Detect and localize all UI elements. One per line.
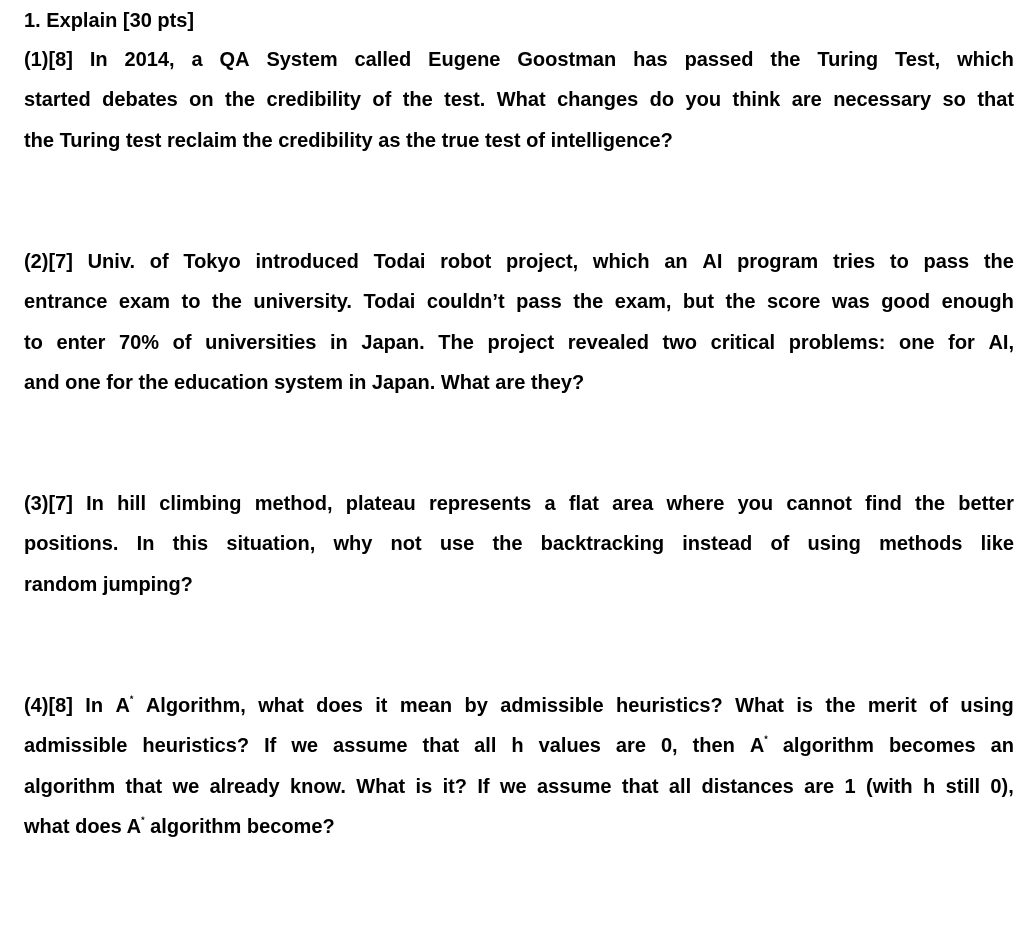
question-2 <box>24 242 1014 403</box>
section-heading: 1. Explain [30 pts] <box>24 10 195 32</box>
question-line: entrance exam to the university. Todai couldn’t pass the exam, but the score was good enough <box>24 291 1014 314</box>
question-line: (2)[7] Univ. of Tokyo introduced Todai robot project, which an AI program tries to pass the <box>24 251 1014 273</box>
question-line: (3)[7] In hill climbing method, plateau represents a flat area where you cannot find the better <box>24 493 1014 515</box>
question-line: (4)[8] In A* Algorithm, what does it mean by admissible heuristics? What is the merit of using <box>24 694 1014 717</box>
question-line: algorithm that we already know. What is it? If we assume that all distances are 1 (with h still 0), <box>24 775 1014 798</box>
question-line: what does A* algorithm become? <box>24 814 335 838</box>
question-line: (1)[8] In 2014, a QA System called Eugene Goostman has passed the Turing Test, which <box>24 49 1014 71</box>
question-1 <box>24 40 1014 161</box>
question-line: started debates on the credibility of the test. What changes do you think are necessary so that <box>24 89 1014 112</box>
question-4 <box>24 686 1014 847</box>
question-3 <box>24 484 1014 605</box>
question-line: admissible heuristics? If we assume that all h values are 0, then A* algorithm becomes an <box>24 734 1014 758</box>
question-line: random jumping? <box>24 573 193 596</box>
question-line: the Turing test reclaim the credibility as the true test of intelligence? <box>24 129 673 152</box>
question-line: and one for the education system in Japan. What are they? <box>24 371 585 394</box>
question-line: to enter 70% of universities in Japan. The project revealed two critical problems: one for AI, <box>24 331 1014 354</box>
question-line: positions. In this situation, why not use the backtracking instead of using methods like <box>24 533 1014 556</box>
